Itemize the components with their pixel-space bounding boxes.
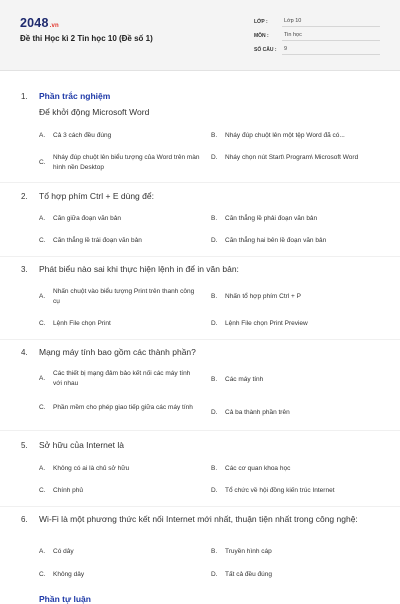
logo-suffix: .vn bbox=[49, 23, 59, 29]
option-b[interactable] bbox=[211, 547, 373, 557]
option-text: Các cơ quan khoa học bbox=[225, 465, 291, 472]
meta-label: MÔN : bbox=[254, 33, 269, 39]
divider bbox=[0, 506, 400, 507]
site-logo[interactable] bbox=[20, 16, 59, 30]
option-b[interactable] bbox=[211, 375, 373, 385]
option-b[interactable] bbox=[211, 292, 373, 302]
question-number: 4. bbox=[21, 348, 28, 357]
option-text: Nháy đúp chuột lên biểu tượng của Word trên màn hình nền Desktop bbox=[53, 154, 200, 171]
meta-value: 9 bbox=[282, 46, 380, 55]
meta-row-class bbox=[254, 14, 380, 27]
option-text: Nháy chọn nút Start\ Program\ Microsoft Word bbox=[225, 154, 359, 161]
section-title: Phần trắc nghiệm bbox=[39, 91, 111, 101]
option-b[interactable] bbox=[211, 214, 373, 224]
option-text: Cả ba thành phần trên bbox=[225, 409, 290, 416]
option-text: Căn giữa đoạn văn bản bbox=[53, 215, 121, 222]
option-text: Phần mềm cho phép giao tiếp giữa các máy tính bbox=[53, 404, 193, 411]
meta-label: LỚP : bbox=[254, 19, 268, 25]
option-text: Không có ai là chủ sở hữu bbox=[53, 465, 130, 472]
option-text: Tất cả đều đúng bbox=[225, 571, 272, 578]
option-letter: B. bbox=[211, 132, 218, 139]
option-letter: A. bbox=[39, 375, 46, 382]
option-text: Truyền hình cáp bbox=[225, 548, 272, 555]
meta-row-subject bbox=[254, 28, 380, 41]
option-letter: C. bbox=[39, 404, 46, 411]
question-text: Sở hữu của Internet là bbox=[39, 440, 124, 450]
option-letter: B. bbox=[211, 293, 218, 300]
option-letter: B. bbox=[211, 548, 218, 555]
option-d[interactable] bbox=[211, 319, 373, 329]
option-letter: A. bbox=[39, 215, 46, 222]
option-text: Nháy đúp chuột lên một tệp Word đã có... bbox=[225, 132, 345, 139]
option-d[interactable] bbox=[211, 408, 373, 418]
divider bbox=[0, 182, 400, 183]
option-a[interactable] bbox=[39, 464, 201, 474]
option-text: Lệnh File chọn Print Preview bbox=[225, 320, 308, 327]
exam-header bbox=[0, 0, 400, 71]
question-text: Để khởi động Microsoft Word bbox=[39, 107, 150, 117]
option-a[interactable] bbox=[39, 214, 201, 224]
option-c[interactable] bbox=[39, 236, 201, 246]
option-letter: A. bbox=[39, 132, 46, 139]
option-letter: D. bbox=[211, 154, 218, 161]
option-text: Chính phủ bbox=[53, 487, 83, 494]
option-b[interactable] bbox=[211, 131, 373, 141]
option-b[interactable] bbox=[211, 464, 373, 474]
option-letter: A. bbox=[39, 293, 46, 300]
option-a[interactable] bbox=[39, 287, 201, 307]
exam-meta bbox=[254, 14, 380, 56]
option-letter: C. bbox=[39, 320, 46, 327]
option-text: Cả 3 cách đều đúng bbox=[53, 132, 112, 139]
option-c[interactable] bbox=[39, 570, 201, 580]
option-a[interactable] bbox=[39, 547, 201, 557]
meta-row-count bbox=[254, 42, 380, 55]
option-text: Các thiết bị mạng đảm bảo kết nối các máy tính với nhau bbox=[53, 370, 191, 387]
option-d[interactable] bbox=[211, 570, 373, 580]
option-d[interactable] bbox=[211, 236, 373, 246]
option-a[interactable] bbox=[39, 369, 201, 389]
question-text: Wi-Fi là một phương thức kết nối Internet mới nhất, thuận tiện nhất trong công nghệ: bbox=[39, 514, 358, 524]
option-letter: D. bbox=[211, 571, 218, 578]
option-text: Không dây bbox=[53, 571, 85, 578]
question-text: Mạng máy tính bao gồm các thành phần? bbox=[39, 347, 196, 357]
question-number: 2. bbox=[21, 192, 28, 201]
option-text: Lệnh File chọn Print bbox=[53, 320, 111, 327]
option-c[interactable] bbox=[39, 319, 201, 329]
option-d[interactable] bbox=[211, 153, 373, 163]
option-text: Căn thẳng lề trái đoạn văn bản bbox=[53, 237, 142, 244]
divider bbox=[0, 430, 400, 431]
option-letter: B. bbox=[211, 465, 218, 472]
question-text: Tổ hợp phím Ctrl + E dùng để: bbox=[39, 191, 154, 201]
option-text: Căn thẳng hai bên lề đoạn văn bản bbox=[225, 237, 327, 244]
question-text: Phát biểu nào sai khi thực hiện lệnh in để in văn bản: bbox=[39, 264, 239, 274]
divider bbox=[0, 339, 400, 340]
option-d[interactable] bbox=[211, 486, 373, 496]
next-section-title: Phần tự luận bbox=[39, 594, 91, 604]
option-letter: C. bbox=[39, 159, 46, 166]
option-text: Có dây bbox=[53, 548, 74, 555]
meta-value: Lớp 10 bbox=[282, 18, 380, 27]
option-letter: D. bbox=[211, 320, 218, 327]
option-letter: C. bbox=[39, 571, 46, 578]
question-number: 3. bbox=[21, 265, 28, 274]
exam-title: Đề thi Học kì 2 Tin học 10 (Đề số 1) bbox=[20, 34, 153, 43]
option-text: Nhấn tổ hợp phím Ctrl + P bbox=[225, 293, 301, 300]
meta-label: SỐ CÂU : bbox=[254, 47, 277, 53]
option-text: Nhấn chuột vào biểu tượng Print trên thanh công cụ bbox=[53, 288, 195, 305]
option-letter: A. bbox=[39, 465, 46, 472]
option-letter: B. bbox=[211, 215, 218, 222]
option-c[interactable] bbox=[39, 486, 201, 496]
question-number: 1. bbox=[21, 92, 28, 101]
divider bbox=[0, 256, 400, 257]
option-c[interactable] bbox=[39, 153, 201, 173]
option-a[interactable] bbox=[39, 131, 201, 141]
logo-text: 2048 bbox=[20, 16, 49, 30]
option-letter: C. bbox=[39, 237, 46, 244]
question-number: 5. bbox=[21, 441, 28, 450]
option-letter: D. bbox=[211, 237, 218, 244]
option-letter: A. bbox=[39, 548, 46, 555]
option-letter: B. bbox=[211, 376, 218, 383]
meta-value: Tin học bbox=[282, 32, 380, 41]
option-text: Các máy tính bbox=[225, 376, 264, 383]
question-number: 6. bbox=[21, 515, 28, 524]
option-letter: D. bbox=[211, 487, 218, 494]
option-c[interactable] bbox=[39, 403, 201, 413]
option-letter: D. bbox=[211, 409, 218, 416]
option-letter: C. bbox=[39, 487, 46, 494]
option-text: Tổ chức về hội đồng kiến trúc Internet bbox=[225, 487, 335, 494]
option-text: Căn thẳng lề phải đoạn văn bản bbox=[225, 215, 318, 222]
